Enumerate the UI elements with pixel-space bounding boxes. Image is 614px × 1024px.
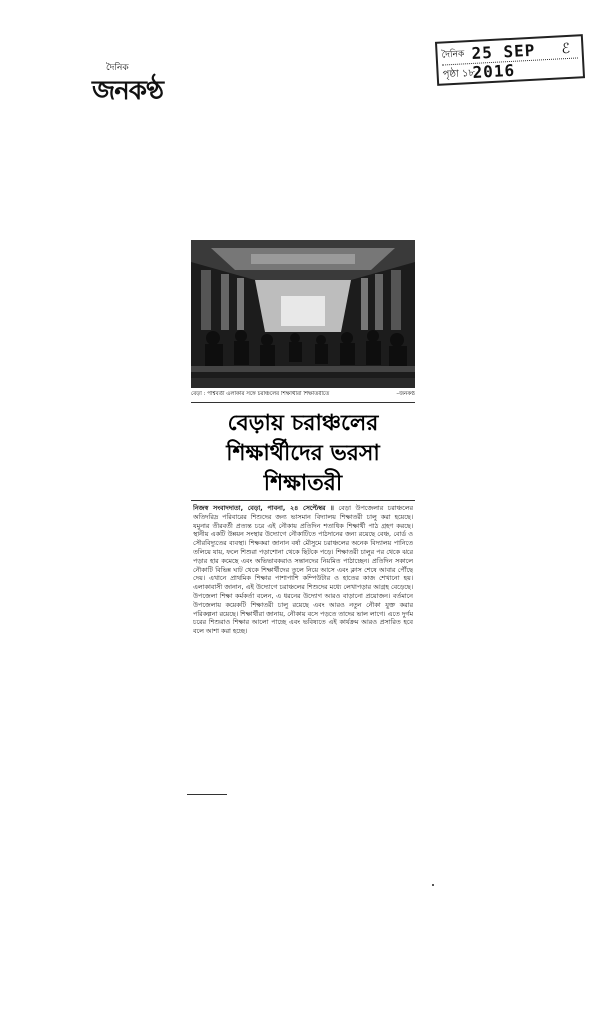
newspaper-masthead — [92, 60, 202, 106]
masthead-prefix: দৈনিক — [106, 63, 129, 73]
caption-rule — [191, 402, 415, 403]
article-body — [193, 504, 413, 794]
headline-line-3: শিক্ষাতরী — [263, 470, 343, 496]
news-clipping — [187, 236, 419, 796]
stamp-label: দৈনিক — [441, 49, 465, 61]
scan-speck — [432, 884, 434, 886]
article-body-text: বেড়া উপজেলার চরাঞ্চলের অতিদরিদ্র পরিবারের শিশুদের জন্য ভাসমান বিদ্যালয় শিক্ষাতরী চালু করা হয়েছে। যমুনার তীরবর্তী প্রত্যন্ত চরে এই নৌকায় প্রতিদিন শতাধিক শিক্ষার্থী পাঠ গ্রহণ করছে। স্থানীয় একটি উন্নয়ন সংস্থার উদ্যোগে নৌকাটিতে পাঠদানের জন্য রয়েছে বেঞ্চ, বোর্ড ও সৌরবিদ্যুতের ব্যবস্থা। শিক্ষকরা জানান বর্ষা মৌসুমে চরাঞ্চলের অনেক বিদ্যালয় পানিতে তলিয়ে যায়, ফলে শিশুরা পড়াশোনা থেকে ছিটকে পড়ে। শিক্ষাতরী চালুর পর থেকে ঝরে পড়ার হার কমেছে এবং অভিভাবকরাও সন্তানদের নিয়মিত পাঠাচ্ছেন। প্রতিদিন সকালে নৌকাটি বিভিন্ন ঘাট থেকে শিক্ষার্থীদের তুলে নিয়ে আসে এবং ক্লাস শেষে আবার পৌঁছে দেয়। এখানে প্রাথমিক শিক্ষার পাশাপাশি কম্পিউটার ও হাতের কাজ শেখানো হয়। এলাকাবাসী জানান, এই উদ্যোগে চরাঞ্চলের শিশুদের মধ্যে লেখাপড়ার আগ্রহ বেড়েছে। উপজেলা শিক্ষা কর্মকর্তা বলেন, এ ধরনের উদ্যোগ আরও বাড়ানো প্রয়োজন। বর্তমানে উপজেলায় কয়েকটি শিক্ষাতরী চালু রয়েছে এবং আরও নতুন নৌকা যুক্ত করার পরিকল্পনা রয়েছে। শিক্ষার্থীরা জানায়, নৌকায় বসে পড়তে তাদের ভাল লাগে। এতে দুর্গম চরের শিশুরাও শিক্ষার আলো পাচ্ছে এবং ভবিষ্যতে এই কার্যক্রম আরও প্রসারিত হবে বলে আশা করা হচ্ছে। — [193, 504, 413, 636]
article-photo — [191, 240, 415, 388]
boat-classroom-photo — [191, 240, 415, 388]
caption-text: বেড়া : পার্শ্ববর্তী এলাকার সঙ্গে চরাঞ্চলের শিক্ষার্থীরা শিক্ষাতরীতে — [191, 391, 330, 397]
stamp-page: পৃষ্ঠা ১৮ — [442, 67, 476, 81]
photo-caption — [191, 391, 415, 399]
headline-rule — [191, 500, 415, 501]
article-headline — [191, 408, 415, 498]
stamp-date: 25 SEP 2016 — [471, 40, 536, 82]
end-mark — [187, 794, 227, 795]
headline-line-2: শিক্ষার্থীদের ভরসা — [226, 440, 380, 466]
masthead-name: জনকণ্ঠ — [92, 76, 163, 106]
headline-line-1: বেড়ায় চরাঞ্চলের — [227, 410, 379, 436]
date-stamp — [435, 34, 585, 86]
article-dateline: নিজস্ব সংবাদদাতা, বেড়া, পাবনা, ২৪ সেপ্টেম্বর ॥ — [193, 504, 334, 512]
stamp-initial: ℰ — [561, 40, 571, 58]
photo-credit: –জনকণ্ঠ — [396, 391, 415, 397]
